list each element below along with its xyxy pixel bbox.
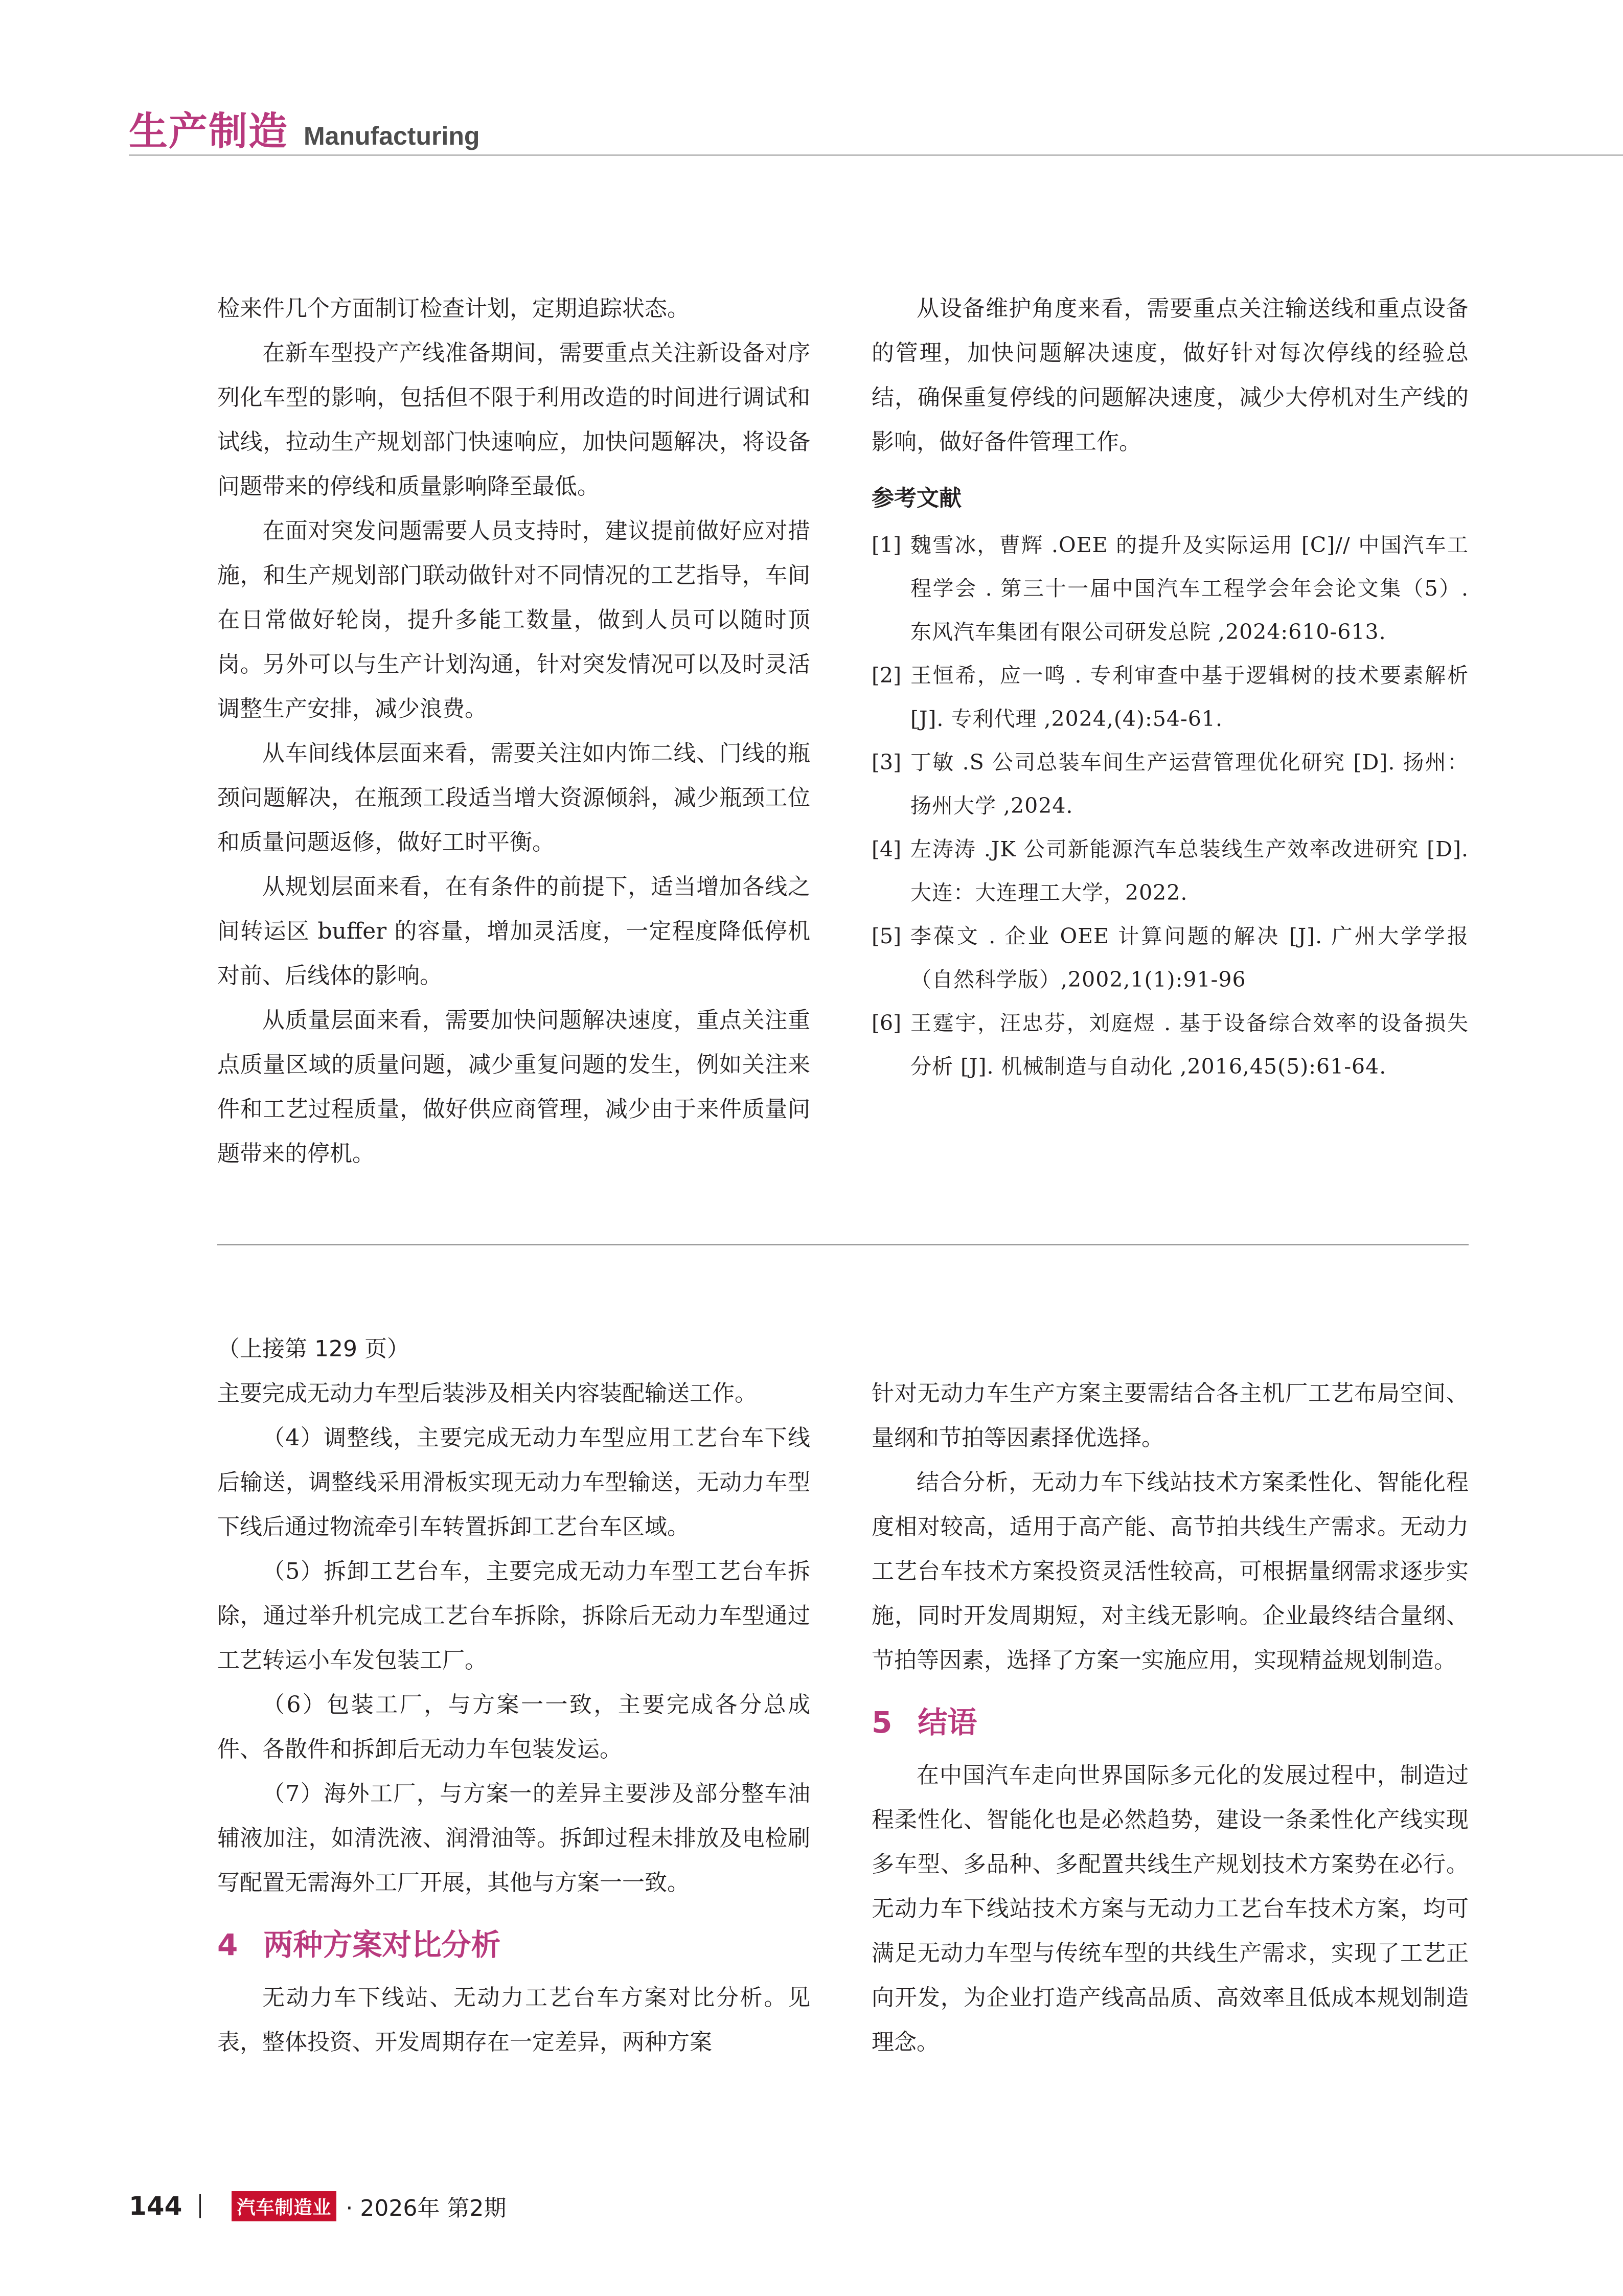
reference-number: [4] xyxy=(872,837,902,861)
paragraph: 结合分析，无动力车下线站技术方案柔性化、智能化程度相对较高，适用于高产能、高节拍共线生产需求。无动力工艺台车技术方案投资灵活性较高，可根据量纲需求逐步实施，同时开发周期短，对主线无影响。企业最终结合量纲、节拍等因素，选择了方案一实施应用，实现精益规划制造。 xyxy=(872,1469,1469,1673)
paragraph: 在中国汽车走向世界国际多元化的发展过程中，制造过程柔性化、智能化也是必然趋势，建设一条柔性化产线实现多车型、多品种、多配置共线生产规划技术方案势在必行。无动力车下线站技术方案与无动力工艺台车技术方案，均可满足无动力车型与传统车型的共线生产需求，实现了工艺正向开发，为企业打造产线高品质、高效率且低成本规划制造理念。 xyxy=(872,1762,1469,2055)
paragraph: 从车间线体层面来看，需要关注如内饰二线、门线的瓶颈问题解决，在瓶颈工段适当增大资源倾斜，减少瓶颈工位和质量问题返修，做好工时平衡。 xyxy=(217,740,810,855)
section-title: 两种方案对比分析 xyxy=(263,1927,501,1962)
reference-text: 魏雪冰，曹辉 .OEE 的提升及实际运用 [C]// 中国汽车工程学会 . 第三十一届中国汽车工程学会年会论文集（5）. 东风汽车集团有限公司研发总院 ,2024:610-613. xyxy=(910,533,1469,644)
reference-item xyxy=(872,915,1469,1002)
header-rule xyxy=(129,154,1623,156)
section-number: 5 xyxy=(872,1705,893,1740)
section-heading-4 xyxy=(217,1914,810,1975)
reference-text: 李葆文 . 企业 OEE 计算问题的解决 [J]. 广州大学学报（自然科学版）,2002,1(1):91-96 xyxy=(910,924,1469,992)
reference-item xyxy=(872,1002,1469,1088)
paragraph: （7）海外工厂，与方案一的差异主要涉及部分整车油辅液加注，如清洗液、润滑油等。拆卸过程未排放及电检刷写配置无需海外工厂开展，其他与方案一一致。 xyxy=(217,1781,810,1896)
paragraph: （6）包装工厂，与方案一一致，主要完成各分总成件、各散件和拆卸后无动力车包装发运。 xyxy=(217,1692,810,1762)
reference-number: [3] xyxy=(872,750,902,775)
bottom-right-column xyxy=(872,1371,1469,2064)
top-left-column xyxy=(217,286,810,1176)
page-number: 144 xyxy=(129,2191,182,2221)
references-heading: 参考文献 xyxy=(872,485,962,511)
paragraph: 从设备维护角度来看，需要重点关注输送线和重点设备的管理，加快问题解决速度，做好针对每次停线的经验总结，确保重复停线的问题解决速度，减少大停机对生产线的影响，做好备件管理工作。 xyxy=(872,295,1469,455)
reference-number: [5] xyxy=(872,924,902,948)
reference-item xyxy=(872,828,1469,915)
section-divider xyxy=(217,1244,1469,1245)
reference-item xyxy=(872,524,1469,654)
reference-text: 王霆宇，汪忠芬，刘庭煜 . 基于设备综合效率的设备损失分析 [J]. 机械制造与自动化 ,2016,45(5):61-64. xyxy=(910,1011,1469,1079)
reference-text: 丁敏 .S 公司总装车间生产运营管理优化研究 [D]. 扬州：扬州大学 ,2024. xyxy=(910,750,1469,818)
reference-text: 王恒希，应一鸣 . 专利审查中基于逻辑树的技术要素解析 [J]. 专利代理 ,2024,(4):54-61. xyxy=(910,663,1469,731)
reference-number: [2] xyxy=(872,663,902,688)
reference-number: [1] xyxy=(872,533,902,557)
paragraph: 在面对突发问题需要人员支持时，建议提前做好应对措施，和生产规划部门联动做针对不同情况的工艺指导，车间在日常做好轮岗，提升多能工数量，做到人员可以随时顶岗。另外可以与生产计划沟通，针对突发情况可以及时灵活调整生产安排，减少浪费。 xyxy=(217,518,810,722)
paragraph: 从规划层面来看，在有条件的前提下，适当增加各线之间转运区 buffer 的容量，增加灵活度，一定程度降低停机对前、后线体的影响。 xyxy=(217,874,810,989)
continued-note: （上接第 129 页） xyxy=(217,1336,409,1362)
section-title-cn: 生产制造 xyxy=(129,108,288,154)
magazine-logo: 汽车制造业 xyxy=(232,2191,336,2221)
reference-item xyxy=(872,741,1469,828)
paragraph: 无动力车下线站、无动力工艺台车方案对比分析。见表，整体投资、开发周期存在一定差异，两种方案 xyxy=(217,1985,810,2055)
section-number: 4 xyxy=(217,1927,238,1962)
reference-number: [6] xyxy=(872,1011,902,1035)
running-header xyxy=(129,100,479,156)
section-title: 结语 xyxy=(918,1705,977,1740)
reference-item xyxy=(872,654,1469,741)
paragraph: 检来件几个方面制订检查计划，定期追踪状态。 xyxy=(217,295,690,322)
paragraph: （4）调整线，主要完成无动力车型应用工艺台车下线后输送，调整线采用滑板实现无动力车型输送，无动力车型下线后通过物流牵引车转置拆卸工艺台车区域。 xyxy=(217,1425,810,1540)
paragraph: 从质量层面来看，需要加快问题解决速度，重点关注重点质量区域的质量问题，减少重复问题的发生，例如关注来件和工艺过程质量，做好供应商管理，减少由于来件质量问题带来的停机。 xyxy=(217,1007,810,1167)
paragraph: 在新车型投产产线准备期间，需要重点关注新设备对序列化车型的影响，包括但不限于利用改造的时间进行调试和试线，拉动生产规划部门快速响应，加快问题解决，将设备问题带来的停线和质量影响降至最低。 xyxy=(217,340,810,499)
section-title-en: Manufacturing xyxy=(304,122,480,150)
paragraph: （5）拆卸工艺台车，主要完成无动力车型工艺台车拆除，通过举升机完成工艺台车拆除，拆除后无动力车型通过工艺转运小车发包装工厂。 xyxy=(217,1558,810,1673)
reference-text: 左涛涛 .JK 公司新能源汽车总装线生产效率改进研究 [D]. 大连：大连理工大学，2022. xyxy=(910,837,1469,905)
paragraph: 针对无动力车生产方案主要需结合各主机厂工艺布局空间、量纲和节拍等因素择优选择。 xyxy=(872,1380,1469,1451)
paragraph: 主要完成无动力车型后装涉及相关内容装配输送工作。 xyxy=(217,1380,757,1406)
footer-divider xyxy=(199,2194,201,2218)
issue-info: · 2026年 第2期 xyxy=(346,2195,507,2221)
bottom-left-column xyxy=(217,1327,810,2064)
section-heading-5 xyxy=(872,1692,1469,1753)
top-right-column xyxy=(872,286,1469,1088)
page-footer xyxy=(129,2190,506,2222)
